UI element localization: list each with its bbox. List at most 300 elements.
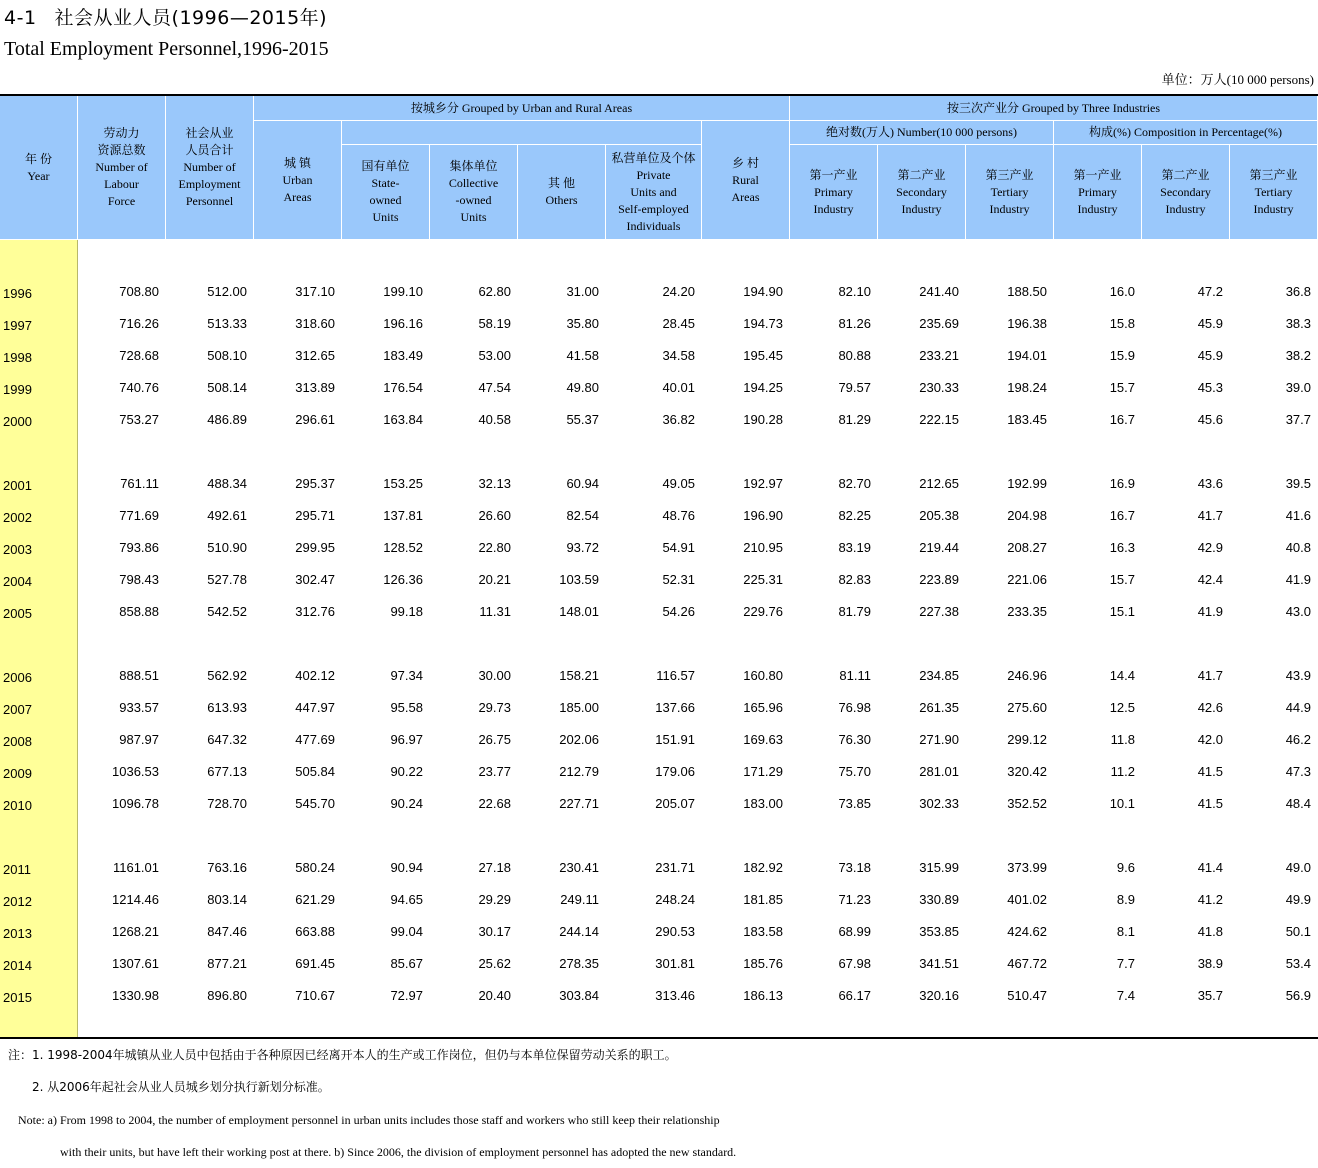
cell-secondary-abs: 212.65 [919, 476, 959, 491]
cell-total-employment: 677.13 [207, 764, 247, 779]
cell-private: 40.01 [662, 380, 695, 395]
cell-urban: 313.89 [295, 380, 335, 395]
cell-tertiary-abs: 299.12 [1007, 732, 1047, 747]
cell-labour-force: 1307.61 [112, 956, 159, 971]
cell-urban: 318.60 [295, 316, 335, 331]
cell-private: 151.91 [655, 732, 695, 747]
header-others [518, 145, 606, 240]
cell-total-employment: 510.90 [207, 540, 247, 555]
header-percentage-group: 构成(%) Composition in Percentage(%) [1054, 121, 1318, 145]
year-cell: 1999 [3, 382, 32, 397]
cell-labour-force: 793.86 [119, 540, 159, 555]
cell-secondary-pct: 42.4 [1197, 572, 1223, 587]
cell-total-employment: 647.32 [207, 732, 247, 747]
cell-state-owned: 199.10 [383, 284, 423, 299]
cell-state-owned: 97.34 [390, 668, 423, 683]
cell-secondary-pct: 41.5 [1197, 764, 1223, 779]
cell-state-owned: 163.84 [383, 412, 423, 427]
header-line: Tertiary [990, 184, 1029, 199]
header-line: 人员合计 [185, 143, 234, 157]
cell-primary-abs: 81.29 [838, 412, 871, 427]
cell-total-employment: 508.14 [207, 380, 247, 395]
cell-tertiary-pct: 41.6 [1285, 508, 1311, 523]
cell-urban: 545.70 [295, 796, 335, 811]
header-line: Primary [1078, 184, 1117, 199]
cell-primary-pct: 16.7 [1109, 508, 1135, 523]
cell-urban: 312.65 [295, 348, 335, 363]
year-cell: 2004 [3, 574, 32, 589]
cell-total-employment: 562.92 [207, 668, 247, 683]
cell-rural: 190.28 [743, 412, 783, 427]
cell-tertiary-abs: 467.72 [1007, 956, 1047, 971]
header-line: Industry [1165, 201, 1206, 216]
cell-secondary-abs: 223.89 [919, 572, 959, 587]
cell-others: 212.79 [559, 764, 599, 779]
cell-rural: 165.96 [743, 700, 783, 715]
cell-private: 48.76 [662, 508, 695, 523]
cell-secondary-pct: 41.9 [1197, 604, 1223, 619]
cell-primary-abs: 83.19 [838, 540, 871, 555]
header-tertiary-abs [966, 145, 1054, 240]
cell-labour-force: 771.69 [119, 508, 159, 523]
cell-tertiary-pct: 38.2 [1285, 348, 1311, 363]
cell-collective: 47.54 [478, 380, 511, 395]
cell-primary-pct: 7.4 [1116, 988, 1135, 1003]
cell-primary-abs: 67.98 [838, 956, 871, 971]
cell-secondary-pct: 45.3 [1197, 380, 1223, 395]
cell-private: 54.91 [662, 540, 695, 555]
cell-total-employment: 513.33 [207, 316, 247, 331]
cell-others: 41.58 [566, 348, 599, 363]
cell-primary-pct: 15.7 [1109, 572, 1135, 587]
cell-rural: 169.63 [743, 732, 783, 747]
cell-others: 158.21 [559, 668, 599, 683]
cell-tertiary-pct: 41.9 [1285, 572, 1311, 587]
cell-collective: 29.73 [478, 700, 511, 715]
table-row [0, 528, 1318, 560]
page-title-cn [4, 6, 327, 30]
cell-collective: 53.00 [478, 348, 511, 363]
cell-tertiary-abs: 221.06 [1007, 572, 1047, 587]
year-cell: 2000 [3, 414, 32, 429]
cell-secondary-pct: 45.6 [1197, 412, 1223, 427]
cell-rural: 160.80 [743, 668, 783, 683]
table-row [0, 464, 1318, 496]
cell-secondary-abs: 205.38 [919, 508, 959, 523]
cell-secondary-abs: 222.15 [919, 412, 959, 427]
header-line: Number of [183, 160, 236, 174]
cell-primary-abs: 82.70 [838, 476, 871, 491]
cell-labour-force: 888.51 [119, 668, 159, 683]
cell-rural: 181.85 [743, 892, 783, 907]
cell-labour-force: 1268.21 [112, 924, 159, 939]
cell-primary-pct: 7.7 [1116, 956, 1135, 971]
header-line: Individuals [626, 218, 681, 233]
cell-private: 54.26 [662, 604, 695, 619]
table-row [0, 272, 1318, 304]
cell-primary-abs: 82.83 [838, 572, 871, 587]
cell-tertiary-abs: 198.24 [1007, 380, 1047, 395]
cell-secondary-abs: 330.89 [919, 892, 959, 907]
cell-tertiary-abs: 424.62 [1007, 924, 1047, 939]
cell-secondary-abs: 353.85 [919, 924, 959, 939]
header-private [606, 145, 702, 240]
cell-total-employment: 492.61 [207, 508, 247, 523]
header-line: 其 他 [547, 176, 575, 190]
cell-collective: 20.40 [478, 988, 511, 1003]
cell-tertiary-abs: 233.35 [1007, 604, 1047, 619]
cell-secondary-abs: 241.40 [919, 284, 959, 299]
header-line: Collective [448, 176, 499, 190]
year-cell: 2005 [3, 606, 32, 621]
cell-labour-force: 1161.01 [112, 860, 159, 875]
table-row [0, 752, 1318, 784]
cell-primary-abs: 73.85 [838, 796, 871, 811]
page-title-en: Total Employment Personnel,1996-2015 [4, 38, 329, 60]
cell-primary-pct: 16.7 [1109, 412, 1135, 427]
cell-primary-pct: 15.8 [1109, 316, 1135, 331]
table-row [0, 336, 1318, 368]
cell-others: 249.11 [560, 892, 599, 907]
cell-others: 227.71 [559, 796, 599, 811]
header-secondary-abs [878, 145, 966, 240]
cell-private: 313.46 [655, 988, 695, 1003]
cell-secondary-abs: 233.21 [919, 348, 959, 363]
year-cell: 2015 [3, 990, 32, 1005]
cell-total-employment: 896.80 [207, 988, 247, 1003]
header-line: 城 镇 [283, 155, 311, 170]
header-tertiary-pct [1230, 145, 1318, 240]
cell-primary-pct: 12.5 [1109, 700, 1135, 715]
cell-rural: 194.90 [743, 284, 783, 299]
cell-total-employment: 847.46 [207, 924, 247, 939]
header-line: 乡 村 [731, 155, 759, 170]
cell-others: 35.80 [566, 316, 599, 331]
header-line: Personnel [185, 194, 234, 208]
cell-primary-abs: 76.98 [838, 700, 871, 715]
header-line: Force [107, 194, 136, 208]
header-line: 集体单位 [449, 159, 498, 173]
cell-secondary-pct: 45.9 [1197, 348, 1223, 363]
cell-tertiary-pct: 56.9 [1285, 988, 1311, 1003]
cell-tertiary-pct: 39.5 [1285, 476, 1311, 491]
cell-collective: 26.75 [478, 732, 511, 747]
cell-others: 49.80 [566, 380, 599, 395]
cell-state-owned: 126.36 [383, 572, 423, 587]
cell-urban: 691.45 [295, 956, 335, 971]
cell-tertiary-pct: 37.7 [1285, 412, 1311, 427]
cell-rural: 229.76 [743, 604, 783, 619]
header-primary-abs [790, 145, 878, 240]
cell-others: 82.54 [566, 508, 599, 523]
header-state-owned [342, 145, 430, 240]
cell-primary-pct: 15.9 [1109, 348, 1135, 363]
header-line: Rural [732, 172, 759, 187]
header-year [0, 96, 78, 240]
cell-secondary-pct: 42.9 [1197, 540, 1223, 555]
cell-others: 230.41 [559, 860, 599, 875]
cell-rural: 194.73 [743, 316, 783, 331]
cell-total-employment: 542.52 [207, 604, 247, 619]
cell-state-owned: 99.18 [390, 604, 423, 619]
header-line: Units [460, 210, 487, 224]
cell-tertiary-pct: 46.2 [1285, 732, 1311, 747]
header-line: 第一产业 [1073, 167, 1122, 182]
cell-labour-force: 1036.53 [112, 764, 159, 779]
cell-secondary-pct: 41.7 [1197, 668, 1223, 683]
cell-secondary-pct: 41.8 [1197, 924, 1223, 939]
cell-urban: 505.84 [295, 764, 335, 779]
cell-secondary-abs: 261.35 [919, 700, 959, 715]
table-row [0, 496, 1318, 528]
header-line: Labour [104, 177, 139, 191]
cell-private: 36.82 [662, 412, 695, 427]
cell-primary-abs: 76.30 [838, 732, 871, 747]
cell-primary-pct: 8.1 [1116, 924, 1135, 939]
header-line: Employment [178, 177, 241, 191]
header-line: 第一产业 [809, 167, 858, 182]
cell-rural: 171.29 [743, 764, 783, 779]
cell-secondary-pct: 41.4 [1197, 860, 1223, 875]
cell-tertiary-abs: 373.99 [1007, 860, 1047, 875]
header-rural [702, 121, 790, 240]
cell-primary-abs: 82.25 [838, 508, 871, 523]
table-row [0, 592, 1318, 624]
year-cell: 2003 [3, 542, 32, 557]
header-line: 第三产业 [985, 167, 1034, 182]
cell-private: 116.57 [656, 668, 695, 683]
cell-labour-force: 798.43 [119, 572, 159, 587]
cell-state-owned: 85.67 [390, 956, 423, 971]
cell-private: 34.58 [662, 348, 695, 363]
cell-secondary-pct: 41.7 [1197, 508, 1223, 523]
cell-private: 137.66 [655, 700, 695, 715]
year-cell: 1998 [3, 350, 32, 365]
cell-secondary-abs: 315.99 [919, 860, 959, 875]
header-absolute-group: 绝对数(万人) Number(10 000 persons) [790, 121, 1054, 145]
cell-collective: 11.31 [479, 604, 511, 619]
header-line: owned [369, 193, 402, 207]
cell-tertiary-abs: 196.38 [1007, 316, 1047, 331]
header-labour-force [78, 96, 166, 240]
year-cell: 2002 [3, 510, 32, 525]
cell-primary-abs: 66.17 [838, 988, 871, 1003]
header-line: 第三产业 [1249, 167, 1298, 182]
cell-secondary-pct: 41.5 [1197, 796, 1223, 811]
cell-urban: 295.71 [295, 508, 335, 523]
cell-state-owned: 176.54 [383, 380, 423, 395]
cell-collective: 22.68 [478, 796, 511, 811]
cell-primary-pct: 15.7 [1109, 380, 1135, 395]
cell-tertiary-abs: 510.47 [1007, 988, 1047, 1003]
cell-private: 28.45 [662, 316, 695, 331]
cell-secondary-abs: 234.85 [919, 668, 959, 683]
cell-tertiary-abs: 320.42 [1007, 764, 1047, 779]
cell-rural: 196.90 [743, 508, 783, 523]
cell-labour-force: 858.88 [119, 604, 159, 619]
cell-tertiary-pct: 43.9 [1285, 668, 1311, 683]
cell-primary-pct: 11.8 [1110, 732, 1135, 747]
cell-others: 60.94 [566, 476, 599, 491]
header-line: Industry [901, 201, 942, 216]
header-line: Areas [283, 189, 312, 204]
table-row [0, 368, 1318, 400]
cell-private: 49.05 [662, 476, 695, 491]
cell-urban: 447.97 [295, 700, 335, 715]
header-line: -owned [455, 193, 492, 207]
header-urban [254, 121, 342, 240]
header-line: Private [636, 167, 671, 182]
header-line: Primary [814, 184, 853, 199]
cell-others: 103.59 [559, 572, 599, 587]
cell-rural: 194.25 [743, 380, 783, 395]
cell-labour-force: 987.97 [119, 732, 159, 747]
cell-collective: 29.29 [478, 892, 511, 907]
cell-labour-force: 716.26 [119, 316, 159, 331]
table-row [0, 560, 1318, 592]
header-line: 劳动力 [103, 126, 140, 140]
cell-primary-abs: 68.99 [838, 924, 871, 939]
header-urban-rural-group: 按城乡分 Grouped by Urban and Rural Areas [254, 96, 790, 121]
cell-urban: 302.47 [295, 572, 335, 587]
cell-urban: 296.61 [295, 412, 335, 427]
header-three-industries-group: 按三次产业分 Grouped by Three Industries [790, 96, 1318, 121]
cell-secondary-abs: 281.01 [919, 764, 959, 779]
cell-secondary-pct: 45.9 [1197, 316, 1223, 331]
cell-state-owned: 90.24 [390, 796, 423, 811]
cell-urban: 621.29 [295, 892, 335, 907]
header-line: Secondary [896, 184, 947, 199]
cell-primary-abs: 73.18 [838, 860, 871, 875]
cell-total-employment: 877.21 [207, 956, 247, 971]
cell-total-employment: 508.10 [207, 348, 247, 363]
cell-state-owned: 95.58 [390, 700, 423, 715]
cell-rural: 182.92 [743, 860, 783, 875]
cell-labour-force: 1096.78 [112, 796, 159, 811]
cell-total-employment: 527.78 [207, 572, 247, 587]
cell-collective: 22.80 [478, 540, 511, 555]
cell-state-owned: 183.49 [383, 348, 423, 363]
cell-urban: 477.69 [295, 732, 335, 747]
header-line: 国有单位 [361, 159, 410, 173]
cell-collective: 23.77 [478, 764, 511, 779]
cell-others: 185.00 [559, 700, 599, 715]
cell-others: 31.00 [566, 284, 599, 299]
cell-secondary-abs: 302.33 [919, 796, 959, 811]
cell-urban: 580.24 [295, 860, 335, 875]
cell-tertiary-pct: 44.9 [1285, 700, 1311, 715]
header-line: Units [372, 210, 399, 224]
cell-total-employment: 486.89 [207, 412, 247, 427]
header-total-employment [166, 96, 254, 240]
cell-primary-pct: 11.2 [1110, 764, 1135, 779]
cell-secondary-pct: 35.7 [1197, 988, 1223, 1003]
cell-labour-force: 753.27 [119, 412, 159, 427]
cell-private: 52.31 [662, 572, 695, 587]
header-line: Industry [1077, 201, 1118, 216]
unit-label: 单位：万人(10 000 persons) [1161, 72, 1314, 87]
cell-state-owned: 94.65 [390, 892, 423, 907]
cell-tertiary-abs: 246.96 [1007, 668, 1047, 683]
cell-tertiary-abs: 192.99 [1007, 476, 1047, 491]
cell-collective: 30.17 [478, 924, 511, 939]
cell-secondary-abs: 320.16 [919, 988, 959, 1003]
table-row [0, 720, 1318, 752]
cell-tertiary-pct: 49.9 [1285, 892, 1311, 907]
cell-urban: 299.95 [295, 540, 335, 555]
cell-labour-force: 933.57 [119, 700, 159, 715]
header-line: 私营单位及个体 [611, 150, 696, 165]
cell-state-owned: 99.04 [390, 924, 423, 939]
cell-tertiary-abs: 208.27 [1007, 540, 1047, 555]
cell-total-employment: 512.00 [207, 284, 247, 299]
year-cell: 2008 [3, 734, 32, 749]
cell-collective: 30.00 [478, 668, 511, 683]
header-line: Areas [731, 189, 760, 204]
cell-secondary-pct: 38.9 [1197, 956, 1223, 971]
cell-state-owned: 137.81 [383, 508, 423, 523]
year-cell: 2001 [3, 478, 32, 493]
cell-secondary-pct: 42.6 [1197, 700, 1223, 715]
header-line: Year [27, 168, 50, 183]
cell-others: 93.72 [566, 540, 599, 555]
cell-tertiary-abs: 188.50 [1007, 284, 1047, 299]
cell-state-owned: 96.97 [390, 732, 423, 747]
cell-others: 278.35 [559, 956, 599, 971]
bottom-rule [0, 1037, 1318, 1039]
header-line: Tertiary [1254, 184, 1293, 199]
cell-total-employment: 803.14 [207, 892, 247, 907]
cell-collective: 62.80 [478, 284, 511, 299]
cell-primary-abs: 81.79 [838, 604, 871, 619]
header-line: 年 份 [24, 151, 52, 166]
cell-secondary-pct: 43.6 [1197, 476, 1223, 491]
cell-private: 24.20 [662, 284, 695, 299]
year-cell: 2013 [3, 926, 32, 941]
cell-private: 290.53 [655, 924, 695, 939]
cell-collective: 26.60 [478, 508, 511, 523]
table-row [0, 976, 1318, 1008]
header-primary-pct [1054, 145, 1142, 240]
table-row [0, 912, 1318, 944]
cell-total-employment: 488.34 [207, 476, 247, 491]
cell-tertiary-pct: 53.4 [1285, 956, 1311, 971]
note-en-1: Note: a) From 1998 to 2004, the number of employment personnel in urban units includes those staff and workers who still keep their relationship [18, 1113, 720, 1127]
cell-primary-abs: 81.26 [838, 316, 871, 331]
cell-secondary-pct: 47.2 [1197, 284, 1223, 299]
header-line: 第二产业 [1161, 167, 1210, 182]
cell-primary-pct: 10.1 [1109, 796, 1135, 811]
cell-private: 301.81 [655, 956, 695, 971]
cell-tertiary-pct: 40.8 [1285, 540, 1311, 555]
cell-rural: 225.31 [743, 572, 783, 587]
cell-tertiary-pct: 49.0 [1285, 860, 1311, 875]
header-line: Industry [989, 201, 1030, 216]
cell-others: 202.06 [559, 732, 599, 747]
cell-primary-abs: 81.11 [839, 668, 871, 683]
table-row [0, 848, 1318, 880]
header-line: 资源总数 [97, 143, 146, 157]
cell-secondary-pct: 42.0 [1197, 732, 1223, 747]
cell-primary-pct: 15.1 [1109, 604, 1135, 619]
cell-others: 244.14 [559, 924, 599, 939]
cell-rural: 183.58 [743, 924, 783, 939]
cell-tertiary-abs: 204.98 [1007, 508, 1047, 523]
cell-secondary-abs: 341.51 [919, 956, 959, 971]
cell-tertiary-pct: 36.8 [1285, 284, 1311, 299]
cell-tertiary-pct: 47.3 [1285, 764, 1311, 779]
year-cell: 2009 [3, 766, 32, 781]
